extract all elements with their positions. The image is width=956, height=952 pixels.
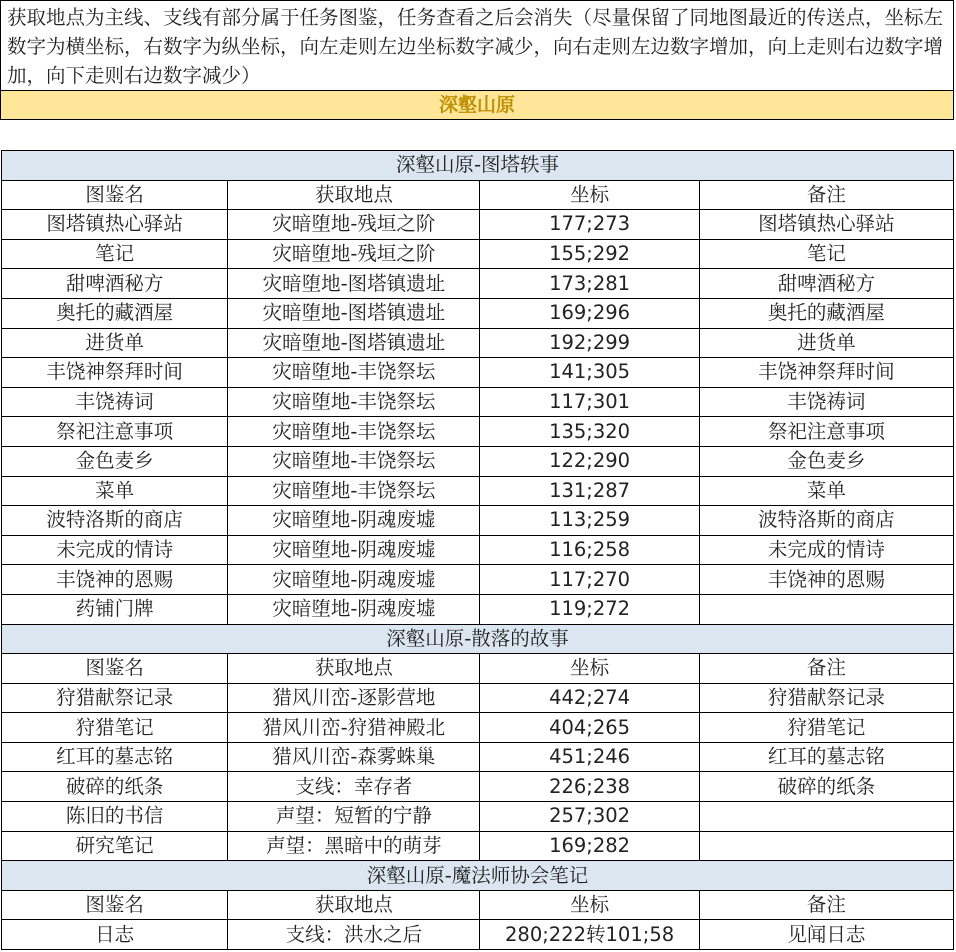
cell-coords: 257;302 <box>480 802 699 832</box>
cell-coords: 192;299 <box>480 328 699 358</box>
table-row <box>2 387 954 417</box>
table-row <box>2 446 954 476</box>
table-row <box>2 802 954 832</box>
region-title: 深壑山原 <box>0 90 954 120</box>
column-header-name: 图鉴名 <box>2 890 228 920</box>
cell-note: 狩猎笔记 <box>699 713 953 743</box>
cell-location: 灾暗堕地-阴魂废墟 <box>228 565 480 595</box>
table-row <box>2 683 954 713</box>
intro-text: 获取地点为主线、支线有部分属于任务图鉴，任务查看之后会消失（尽量保留了同地图最近的传送点，坐标左数字为横坐标，右数字为纵坐标，向左走则左边坐标数字减少，向右走则左边数字增加，向上走则右边数字增加，向下走则右边数字减少） <box>0 0 954 90</box>
table-row <box>2 210 954 240</box>
cell-location: 支线：洪水之后 <box>228 920 480 950</box>
cell-name: 狩猎笔记 <box>2 713 228 743</box>
cell-note: 见闻日志 <box>699 920 953 950</box>
table-row <box>2 742 954 772</box>
cell-name: 笔记 <box>2 239 228 269</box>
cell-note: 笔记 <box>699 239 953 269</box>
cell-note: 红耳的墓志铭 <box>699 742 953 772</box>
cell-location: 支线：幸存者 <box>228 772 480 802</box>
cell-name: 甜啤酒秘方 <box>2 269 228 299</box>
cell-note: 菜单 <box>699 476 953 506</box>
cell-coords: 117;270 <box>480 565 699 595</box>
cell-name: 图塔镇热心驿站 <box>2 210 228 240</box>
cell-coords: 442;274 <box>480 683 699 713</box>
cell-name: 日志 <box>2 920 228 950</box>
cell-coords: 122;290 <box>480 446 699 476</box>
cell-name: 破碎的纸条 <box>2 772 228 802</box>
column-header-row <box>2 180 954 210</box>
cell-coords: 155;292 <box>480 239 699 269</box>
table-row <box>2 565 954 595</box>
cell-location: 灾暗堕地-丰饶祭坛 <box>228 446 480 476</box>
column-header-location: 获取地点 <box>228 180 480 210</box>
column-header-row <box>2 654 954 684</box>
section-header-row <box>2 861 954 891</box>
cell-note: 未完成的情诗 <box>699 535 953 565</box>
cell-note: 祭祀注意事项 <box>699 417 953 447</box>
cell-coords: 169;296 <box>480 298 699 328</box>
cell-name: 狩猎献祭记录 <box>2 683 228 713</box>
table-row <box>2 417 954 447</box>
cell-location: 猎风川峦-森雾蛛巢 <box>228 742 480 772</box>
cell-name: 金色麦乡 <box>2 446 228 476</box>
table-row <box>2 713 954 743</box>
table-row <box>2 772 954 802</box>
table-row <box>2 476 954 506</box>
section-title: 深壑山原-魔法师协会笔记 <box>2 861 954 891</box>
cell-name: 陈旧的书信 <box>2 802 228 832</box>
cell-name: 菜单 <box>2 476 228 506</box>
cell-name: 丰饶神的恩赐 <box>2 565 228 595</box>
cell-note: 进货单 <box>699 328 953 358</box>
cell-name: 药铺门牌 <box>2 594 228 624</box>
cell-location: 灾暗堕地-丰饶祭坛 <box>228 476 480 506</box>
column-header-location: 获取地点 <box>228 654 480 684</box>
table-row <box>2 594 954 624</box>
cell-coords: 177;273 <box>480 210 699 240</box>
cell-coords: 141;305 <box>480 358 699 388</box>
cell-note: 破碎的纸条 <box>699 772 953 802</box>
cell-note: 波特洛斯的商店 <box>699 506 953 536</box>
cell-name: 研究笔记 <box>2 831 228 861</box>
collection-table <box>1 150 954 950</box>
cell-location: 猎风川峦-狩猎神殿北 <box>228 713 480 743</box>
cell-name: 未完成的情诗 <box>2 535 228 565</box>
column-header-note: 备注 <box>699 654 953 684</box>
table-row <box>2 920 954 950</box>
cell-coords: 117;301 <box>480 387 699 417</box>
cell-coords: 116;258 <box>480 535 699 565</box>
cell-coords: 113;259 <box>480 506 699 536</box>
section-header-row <box>2 151 954 181</box>
column-header-row <box>2 890 954 920</box>
cell-note: 甜啤酒秘方 <box>699 269 953 299</box>
cell-note: 狩猎献祭记录 <box>699 683 953 713</box>
cell-location: 灾暗堕地-图塔镇遗址 <box>228 328 480 358</box>
table-row <box>2 328 954 358</box>
table-row <box>2 298 954 328</box>
cell-name: 波特洛斯的商店 <box>2 506 228 536</box>
table-row <box>2 269 954 299</box>
column-header-name: 图鉴名 <box>2 654 228 684</box>
cell-location: 灾暗堕地-阴魂废墟 <box>228 594 480 624</box>
table-row <box>2 506 954 536</box>
cell-coords: 131;287 <box>480 476 699 506</box>
column-header-coords: 坐标 <box>480 180 699 210</box>
cell-coords: 226;238 <box>480 772 699 802</box>
cell-location: 声望：黑暗中的萌芽 <box>228 831 480 861</box>
cell-name: 丰饶祷词 <box>2 387 228 417</box>
cell-coords: 173;281 <box>480 269 699 299</box>
cell-note <box>699 831 953 861</box>
cell-location: 灾暗堕地-丰饶祭坛 <box>228 358 480 388</box>
cell-location: 灾暗堕地-残垣之阶 <box>228 239 480 269</box>
cell-location: 声望：短暂的宁静 <box>228 802 480 832</box>
cell-coords: 280;222转101;58 <box>480 920 699 950</box>
cell-name: 祭祀注意事项 <box>2 417 228 447</box>
cell-note: 丰饶神的恩赐 <box>699 565 953 595</box>
column-header-note: 备注 <box>699 890 953 920</box>
table-row <box>2 358 954 388</box>
cell-name: 丰饶神祭拜时间 <box>2 358 228 388</box>
cell-note: 图塔镇热心驿站 <box>699 210 953 240</box>
cell-coords: 135;320 <box>480 417 699 447</box>
cell-location: 灾暗堕地-丰饶祭坛 <box>228 417 480 447</box>
cell-coords: 404;265 <box>480 713 699 743</box>
cell-coords: 451;246 <box>480 742 699 772</box>
cell-note <box>699 802 953 832</box>
column-header-coords: 坐标 <box>480 654 699 684</box>
cell-location: 猎风川峦-逐影营地 <box>228 683 480 713</box>
cell-location: 灾暗堕地-图塔镇遗址 <box>228 269 480 299</box>
cell-location: 灾暗堕地-图塔镇遗址 <box>228 298 480 328</box>
table-row <box>2 239 954 269</box>
column-header-note: 备注 <box>699 180 953 210</box>
cell-note: 丰饶神祭拜时间 <box>699 358 953 388</box>
column-header-coords: 坐标 <box>480 890 699 920</box>
cell-note: 金色麦乡 <box>699 446 953 476</box>
cell-coords: 119;272 <box>480 594 699 624</box>
cell-location: 灾暗堕地-残垣之阶 <box>228 210 480 240</box>
section-header-row <box>2 624 954 654</box>
cell-name: 红耳的墓志铭 <box>2 742 228 772</box>
section-title: 深壑山原-散落的故事 <box>2 624 954 654</box>
column-header-name: 图鉴名 <box>2 180 228 210</box>
cell-coords: 169;282 <box>480 831 699 861</box>
cell-location: 灾暗堕地-阴魂废墟 <box>228 506 480 536</box>
cell-note: 丰饶祷词 <box>699 387 953 417</box>
cell-note: 奥托的藏酒屋 <box>699 298 953 328</box>
table-row <box>2 831 954 861</box>
cell-location: 灾暗堕地-丰饶祭坛 <box>228 387 480 417</box>
cell-location: 灾暗堕地-阴魂废墟 <box>228 535 480 565</box>
cell-note <box>699 594 953 624</box>
cell-name: 进货单 <box>2 328 228 358</box>
table-row <box>2 535 954 565</box>
section-title: 深壑山原-图塔轶事 <box>2 151 954 181</box>
column-header-location: 获取地点 <box>228 890 480 920</box>
cell-name: 奥托的藏酒屋 <box>2 298 228 328</box>
